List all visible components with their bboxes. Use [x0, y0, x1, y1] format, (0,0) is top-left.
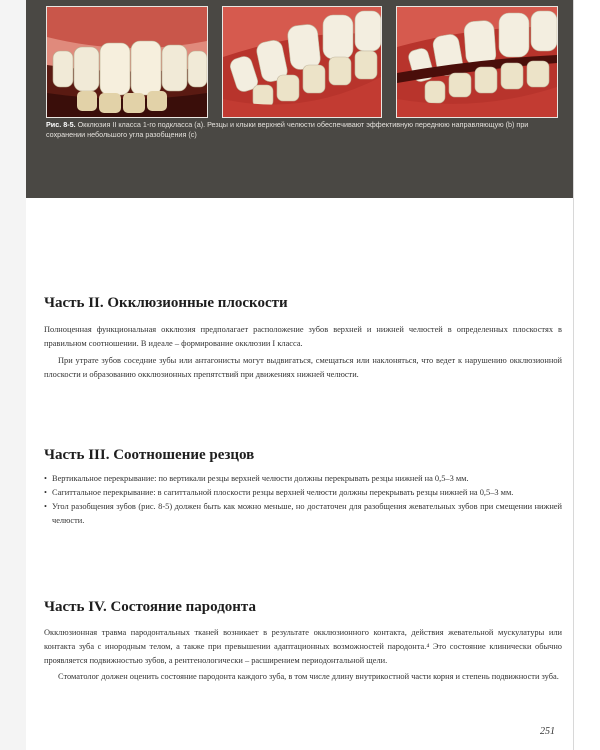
- photo-c-disclusion: [396, 6, 558, 118]
- page-left-edge: [0, 0, 26, 750]
- bullet-list: [44, 472, 562, 528]
- paragraph: Полноценная функциональная окклюзия предполагает расположение зубов верхней и нижней челюстей в определенных плоскостях в правильном соотношении. В идеале – формирование окклюзии I класса.: [44, 325, 562, 348]
- figure-caption-text: Окклюзия II класса 1-го подкласса (а). Резцы и клыки верхней челюсти обеспечивают эффективную переднюю направляющую (b) при сохранении небольшого угла разобщения (с): [46, 120, 529, 139]
- page-right-edge: [573, 0, 574, 750]
- list-item: • Угол разобщения зубов (рис. 8-5) должен быть как можно меньше, но достаточен для разобщения жевательных зубов при смещении нижней челюсти.: [44, 502, 562, 525]
- section-title: Часть IV. Состояние пародонта: [44, 599, 256, 615]
- figure-caption-label: Рис. 8-5.: [46, 120, 76, 129]
- list-item: • Сагиттальное перекрывание: в сагиттальной плоскости резцы верхней челюсти должны перекрывать резцы нижней на 0,5–3 мм.: [44, 488, 514, 497]
- section-occlusal-planes: [44, 294, 562, 382]
- photo-b-anterior-guidance: [222, 6, 382, 118]
- list-item: • Вертикальное перекрывание: по вертикали резцы верхней челюсти должны перекрывать резцы нижней на 0,5–3 мм.: [44, 474, 469, 483]
- paragraph: Стоматолог должен оценить состояние пародонта каждого зуба, в том числе длину внутрикостной части корня и степень подвижности зуба.: [58, 672, 559, 681]
- section-title: Часть II. Окклюзионные плоскости: [44, 295, 288, 311]
- figure-photos: [46, 6, 556, 116]
- section-title: Часть III. Соотношение резцов: [44, 447, 255, 463]
- figure-caption: [46, 120, 562, 140]
- paragraph: При утрате зубов соседние зубы или антагонисты могут выдвигаться, смещаться или наклоняться, что ведет к нарушению окклюзионной плоскости и образованию окклюзионных препятствий при движениях нижней челюсти.: [44, 356, 562, 379]
- page-number: 251: [540, 726, 555, 737]
- photo-a-teeth-front: [46, 6, 208, 118]
- section-periodontal-status: [44, 598, 562, 684]
- section-incisor-relationship: [44, 446, 562, 528]
- paragraph: Окклюзионная травма пародонтальных тканей возникает в результате окклюзионного контакта, действия жевательной мускулатуры или контакта зуба с инородным телом, а также при превышении адаптационных возможностей пародонта.⁴ Это состояние клинически обычно проявляется подвижностью зубов, а рентгенологически – расширением периодонтальной щели.: [44, 628, 562, 665]
